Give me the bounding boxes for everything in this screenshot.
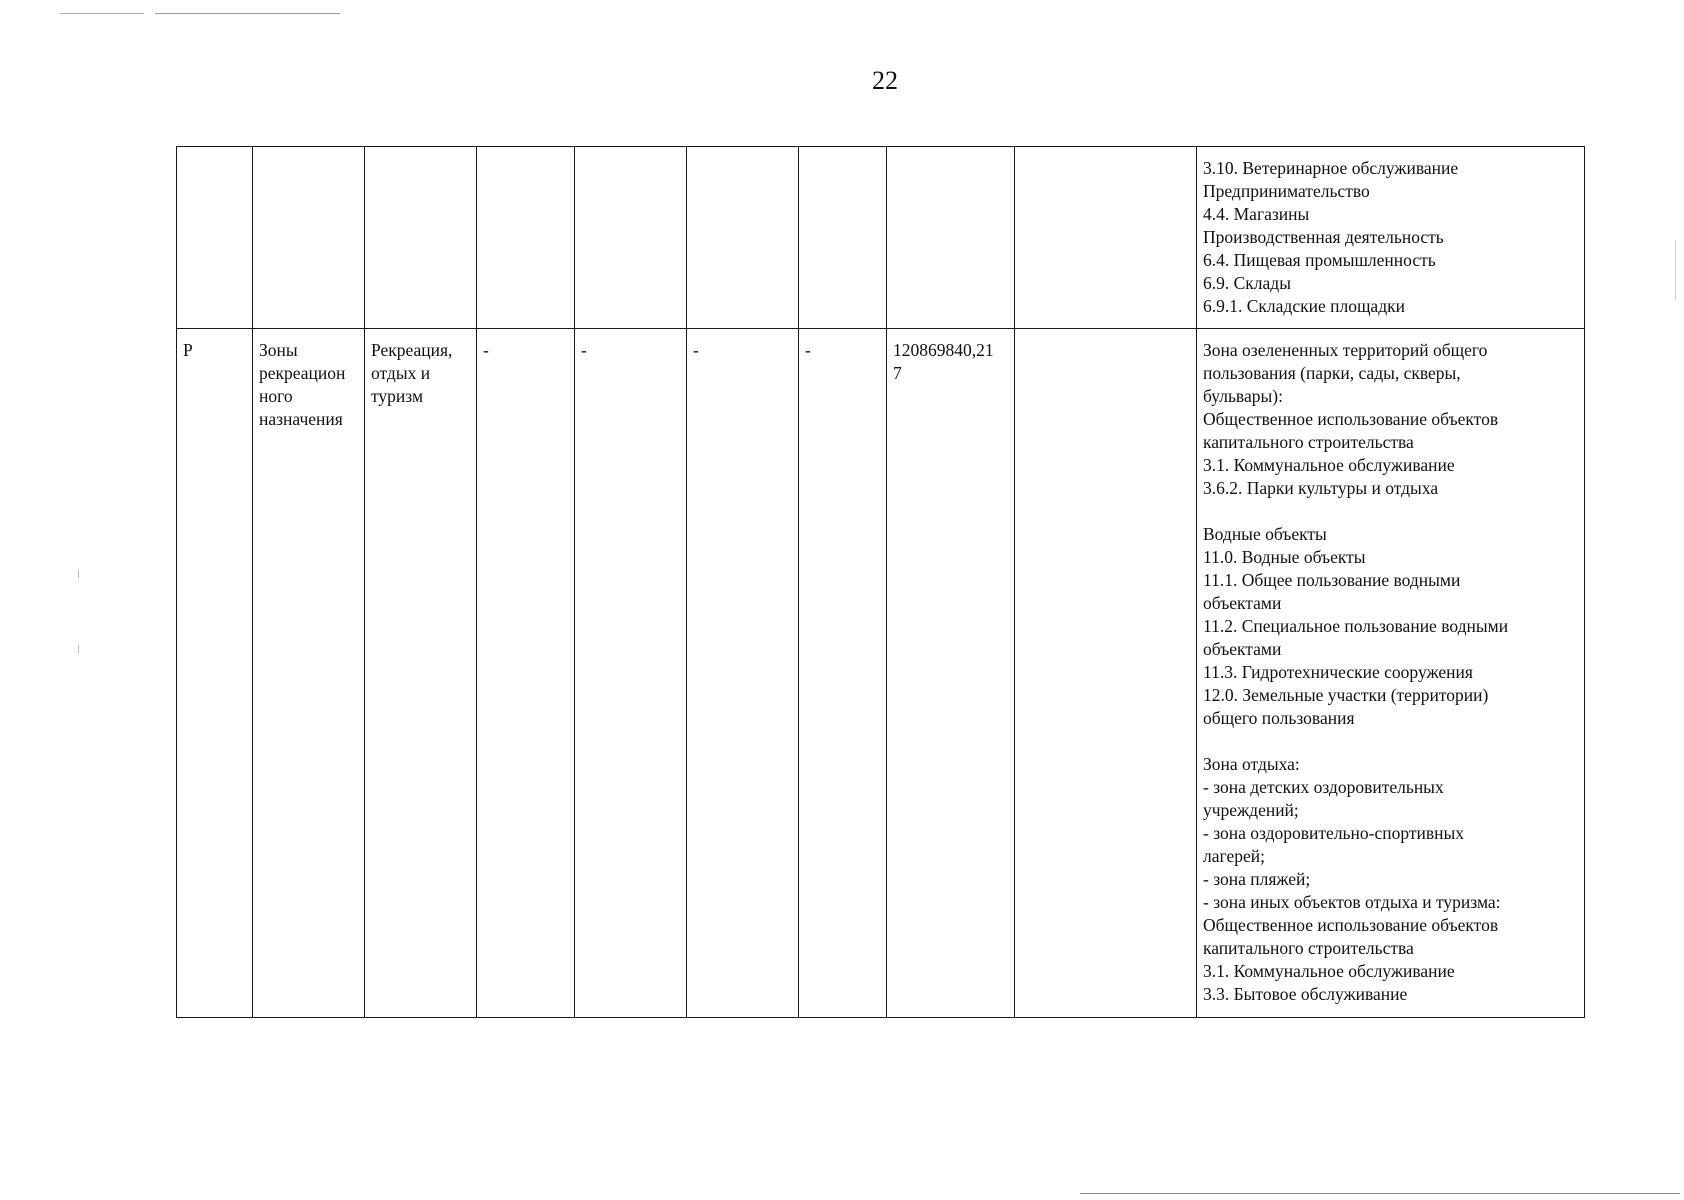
list-item: 11.0. Водные объекты	[1203, 547, 1366, 567]
list-item: учреждений;	[1203, 800, 1299, 820]
cell-col9	[1015, 329, 1197, 1018]
cell-col5: -	[575, 329, 687, 1018]
purpose-line: туризм	[371, 386, 424, 406]
cell-permitted-uses	[1197, 147, 1585, 329]
list-item: 3.10. Ветеринарное обслуживание	[1203, 158, 1459, 178]
list-item: лагерей;	[1203, 846, 1265, 866]
list-item: 3.3. Бытовое обслуживание	[1203, 984, 1408, 1004]
list-item: Общественное использование объектов	[1203, 915, 1499, 935]
permitted-uses-list	[1203, 339, 1578, 1006]
list-item: общего пользования	[1203, 708, 1355, 728]
cell-col5	[575, 147, 687, 329]
cell-code: Р	[177, 329, 253, 1018]
list-spacer	[1203, 500, 1578, 523]
table-row	[177, 147, 1585, 329]
list-item: Водные объекты	[1203, 524, 1327, 544]
cell-area	[887, 147, 1015, 329]
list-item: - зона пляжей;	[1203, 869, 1311, 889]
list-item: Предпринимательство	[1203, 181, 1370, 201]
page-number: 22	[872, 66, 898, 95]
table-row	[177, 329, 1585, 1018]
list-item: Общественное использование объектов	[1203, 409, 1499, 429]
list-item: Зона озелененных территорий общего	[1203, 340, 1488, 360]
scan-artifact-top	[60, 13, 340, 14]
scan-artifact-bottom	[1080, 1193, 1680, 1194]
list-item: 3.6.2. Парки культуры и отдыха	[1203, 478, 1439, 498]
cell-purpose	[365, 147, 477, 329]
list-item: - зона оздоровительно-спортивных	[1203, 823, 1465, 843]
list-item: 6.4. Пищевая промышленность	[1203, 250, 1436, 270]
list-item: 4.4. Магазины	[1203, 204, 1310, 224]
list-item: 3.1. Коммунальное обслуживание	[1203, 455, 1455, 475]
list-item: - зона иных объектов отдыха и туризма:	[1203, 892, 1501, 912]
list-item: - зона детских оздоровительных	[1203, 777, 1444, 797]
zone-name-line: назначения	[259, 409, 343, 429]
scan-artifact-edge	[1675, 240, 1676, 300]
list-item: 11.1. Общее пользование водными	[1203, 570, 1461, 590]
list-spacer	[1203, 730, 1578, 753]
list-item: 11.3. Гидротехнические сооружения	[1203, 662, 1473, 682]
list-item: объектами	[1203, 639, 1282, 659]
cell-col7: -	[799, 329, 887, 1018]
list-item: пользования (парки, сады, скверы,	[1203, 363, 1461, 383]
zoning-table	[176, 146, 1585, 1018]
list-item: капитального строительства	[1203, 938, 1414, 958]
purpose-line: Рекреация,	[371, 340, 453, 360]
list-item: 6.9. Склады	[1203, 273, 1291, 293]
list-item: бульвары):	[1203, 386, 1283, 406]
cell-col7	[799, 147, 887, 329]
scan-artifact-mark	[78, 645, 79, 653]
zone-name-line: рекреацион	[259, 363, 346, 383]
area-value-line: 7	[893, 363, 902, 383]
purpose-line: отдых и	[371, 363, 431, 383]
cell-area	[887, 329, 1015, 1018]
cell-col6	[687, 147, 799, 329]
area-value-line: 120869840,21	[893, 340, 994, 360]
list-item: объектами	[1203, 593, 1282, 613]
cell-code	[177, 147, 253, 329]
list-item: 11.2. Специальное пользование водными	[1203, 616, 1509, 636]
zone-name-line: ного	[259, 386, 293, 406]
list-item: капитального строительства	[1203, 432, 1414, 452]
cell-zone-name	[253, 329, 365, 1018]
list-item: Производственная деятельность	[1203, 227, 1444, 247]
list-item: 6.9.1. Складские площадки	[1203, 296, 1405, 316]
cell-col4: -	[477, 329, 575, 1018]
permitted-uses-list	[1203, 157, 1578, 318]
cell-col9	[1015, 147, 1197, 329]
cell-purpose	[365, 329, 477, 1018]
list-item: Зона отдыха:	[1203, 754, 1300, 774]
zone-name-line: Зоны	[259, 340, 298, 360]
cell-col4	[477, 147, 575, 329]
cell-permitted-uses	[1197, 329, 1585, 1018]
scan-artifact-mark	[78, 570, 79, 578]
list-item: 3.1. Коммунальное обслуживание	[1203, 961, 1455, 981]
list-item: 12.0. Земельные участки (территории)	[1203, 685, 1489, 705]
cell-col6: -	[687, 329, 799, 1018]
cell-zone-name	[253, 147, 365, 329]
